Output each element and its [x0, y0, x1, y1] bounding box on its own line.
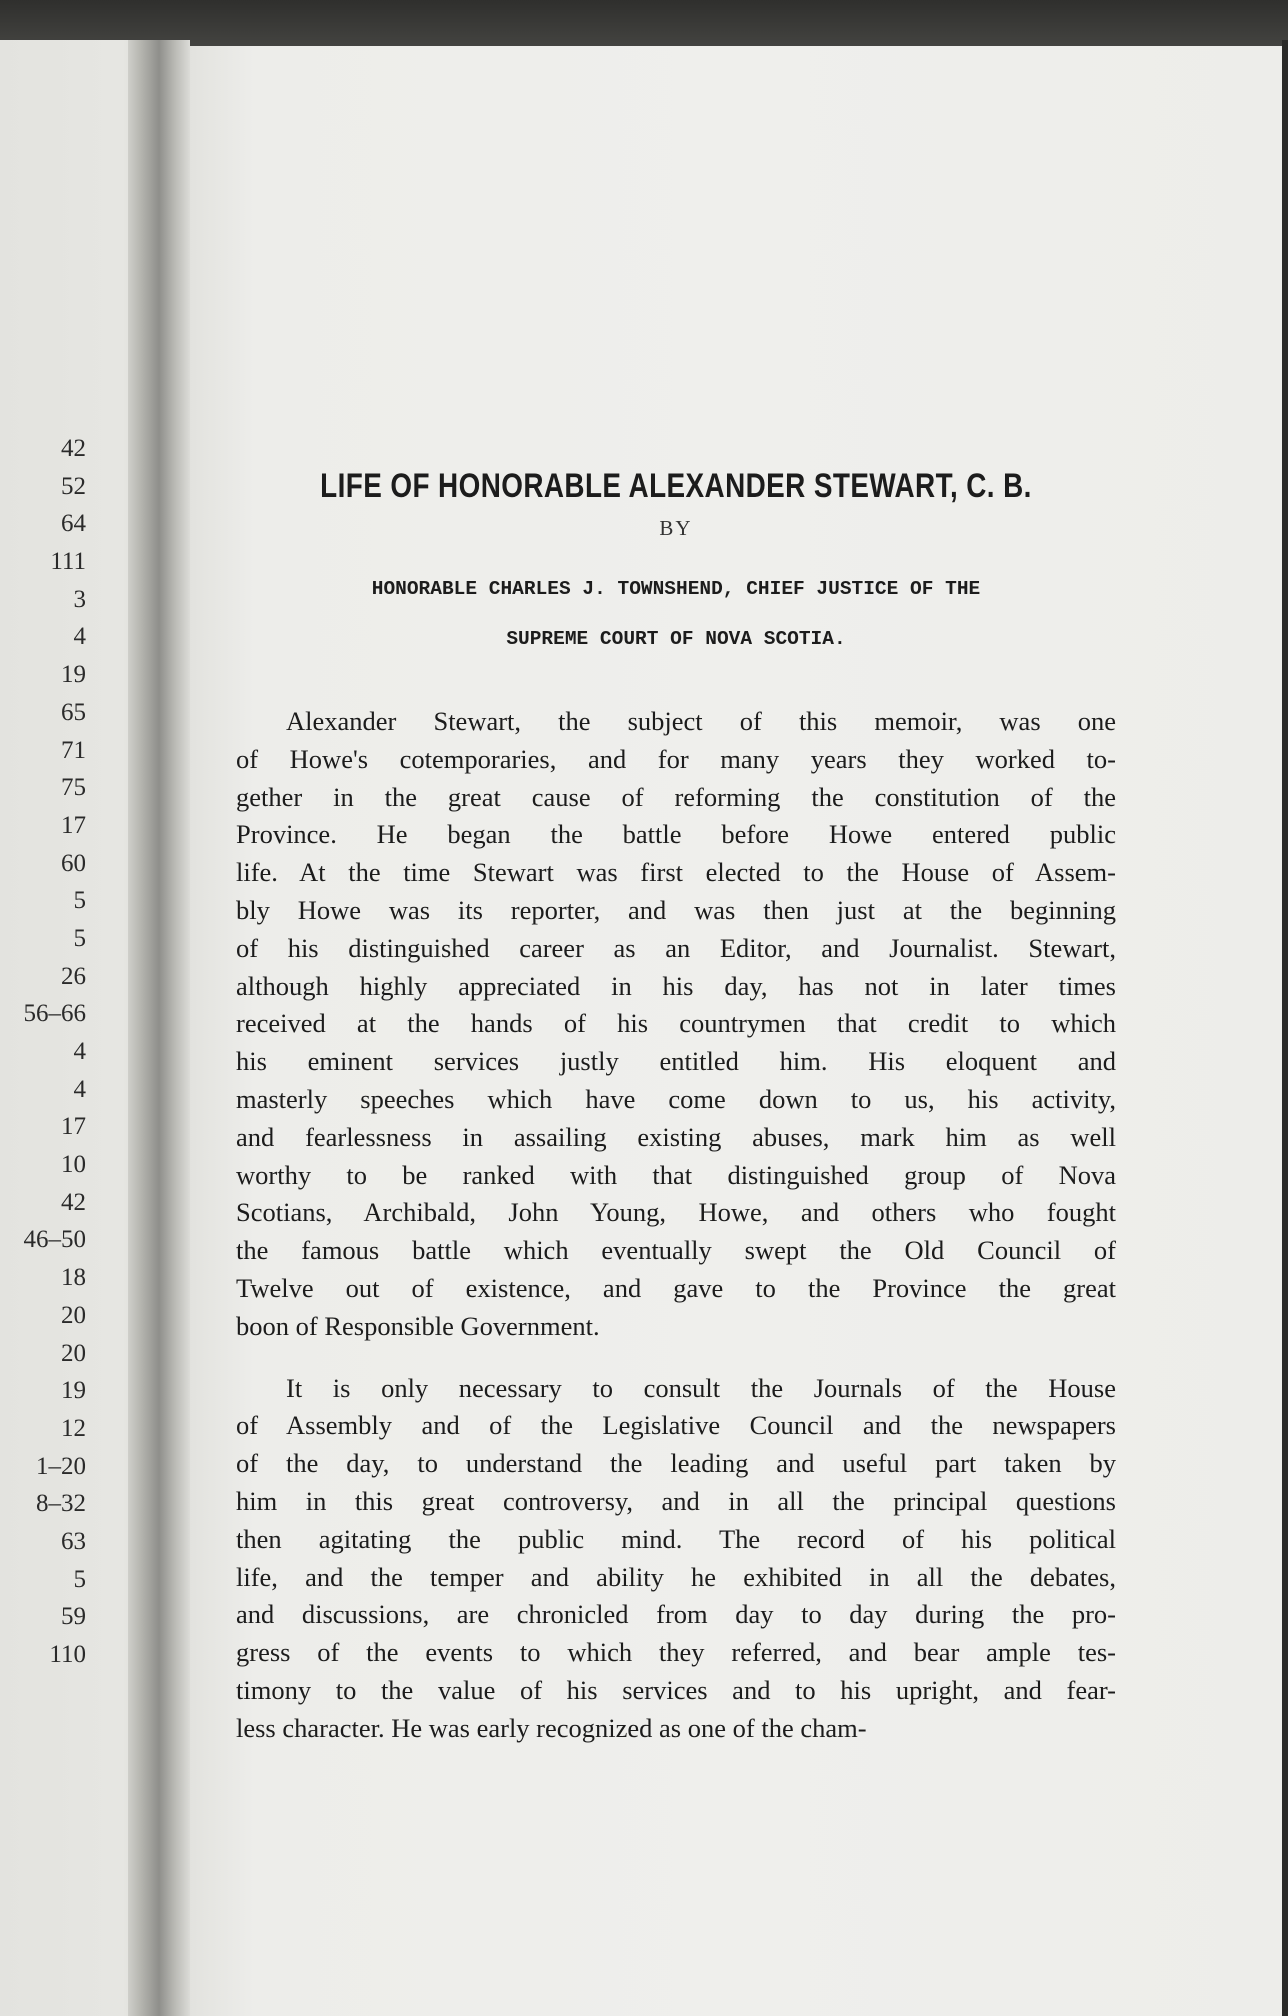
text-line: bly Howe was its reporter, and was then just at the beginning [236, 894, 1116, 925]
left-page-number: 5 [73, 887, 86, 915]
left-page-number: 65 [61, 698, 86, 726]
text-line: gress of the events to which they referred, and bear ample tes- [236, 1637, 1116, 1668]
text-line: timony to the value of his services and to his upright, and fear- [236, 1674, 1116, 1705]
text-line: of Howe's cotemporaries, and for many years they worked to- [236, 743, 1116, 774]
text-line: then agitating the public mind. The record of his political [236, 1523, 1116, 1554]
left-page-number: 10 [61, 1151, 86, 1179]
text-line: and fearlessness in assailing existing abuses, mark him as well [236, 1121, 1116, 1152]
left-page-number: 42 [61, 1188, 86, 1216]
text-line: Province. He began the battle before Howe entered public [236, 819, 1116, 850]
paragraph-1 [236, 703, 1116, 1346]
author-credit [236, 552, 1116, 677]
byline-by: BY [659, 516, 693, 540]
text-line: received at the hands of his countrymen that credit to which [236, 1008, 1116, 1039]
text-line: life, and the temper and ability he exhibited in all the debates, [236, 1561, 1116, 1592]
left-page-number: 8–32 [36, 1490, 86, 1518]
left-page-number: 12 [61, 1414, 86, 1442]
left-page-number: 71 [61, 736, 86, 764]
left-page-number: 20 [61, 1301, 86, 1329]
text-line: and discussions, are chronicled from day to day during the pro- [236, 1599, 1116, 1630]
book-gutter [128, 40, 190, 2016]
left-page-number: 5 [73, 1565, 86, 1593]
left-page-number: 18 [61, 1264, 86, 1292]
text-line: the famous battle which eventually swept the Old Council of [236, 1235, 1116, 1266]
text-line: of Assembly and of the Legislative Council and the newspapers [236, 1410, 1116, 1441]
left-page-number: 19 [61, 661, 86, 689]
left-page-number: 59 [61, 1603, 86, 1631]
left-page-number-column [0, 430, 86, 1674]
left-page-number: 4 [73, 1075, 86, 1103]
left-page-number: 46–50 [23, 1226, 86, 1254]
left-page-number: 56–66 [23, 1000, 86, 1028]
text-line: Twelve out of existence, and gave to the Province the great [236, 1272, 1116, 1303]
left-page-number: 3 [73, 585, 86, 613]
left-page-number: 17 [61, 1113, 86, 1141]
left-page-number: 52 [61, 472, 86, 500]
article-title: LIFE OF HONORABLE ALEXANDER STEWART, C. B. [320, 467, 1032, 505]
text-line: boon of Responsible Government. [236, 1310, 600, 1341]
left-page-number: 26 [61, 962, 86, 990]
left-page-number: 111 [50, 548, 86, 576]
text-line: life. At the time Stewart was first elected to the House of Assem- [236, 857, 1116, 888]
left-page-number: 4 [73, 1038, 86, 1065]
author-line: HONORABLE CHARLES J. TOWNSHEND, CHIEF JUSTICE OF THE [371, 578, 981, 600]
left-page-number: 42 [61, 435, 86, 462]
text-line: less character. He was early recognized as one of the cham- [236, 1712, 867, 1743]
left-page-number: 19 [61, 1377, 86, 1405]
text-line: him in this great controversy, and in all the principal questions [236, 1485, 1116, 1516]
author-line: SUPREME COURT OF NOVA SCOTIA. [506, 628, 846, 650]
scanner-background-right [1282, 40, 1288, 2016]
left-page-number: 110 [49, 1641, 86, 1668]
text-line: masterly speeches which have come down to us, his activity, [236, 1083, 1116, 1114]
text-line: Alexander Stewart, the subject of this memoir, was one [286, 706, 1116, 736]
left-page-number: 75 [61, 774, 86, 802]
text-line: It is only necessary to consult the Journals of the House [286, 1372, 1116, 1403]
text-line: gether in the great cause of reforming the constitution of the [236, 781, 1116, 812]
left-page-number: 20 [61, 1339, 86, 1367]
scanner-background-top [0, 0, 1288, 50]
text-line: worthy to be ranked with that distinguished group of Nova [236, 1159, 1116, 1190]
text-line: of the day, to understand the leading and useful part taken by [236, 1448, 1116, 1479]
left-page-number: 17 [61, 811, 86, 839]
left-page-number: 63 [61, 1527, 86, 1555]
left-page-number: 60 [61, 849, 86, 877]
article [236, 464, 1116, 1748]
left-page-number: 5 [73, 924, 86, 952]
left-page-number: 4 [73, 623, 86, 651]
left-page-number: 64 [61, 510, 86, 538]
text-line: although highly appreciated in his day, has not in later times [236, 970, 1116, 1001]
text-line: his eminent services justly entitled him. His eloquent and [236, 1046, 1116, 1077]
text-line: Scotians, Archibald, John Young, Howe, and others who fought [236, 1197, 1116, 1228]
text-line: of his distinguished career as an Editor, and Journalist. Stewart, [236, 932, 1116, 963]
left-page-number: 1–20 [36, 1452, 86, 1480]
paragraph-2 [236, 1370, 1116, 1748]
